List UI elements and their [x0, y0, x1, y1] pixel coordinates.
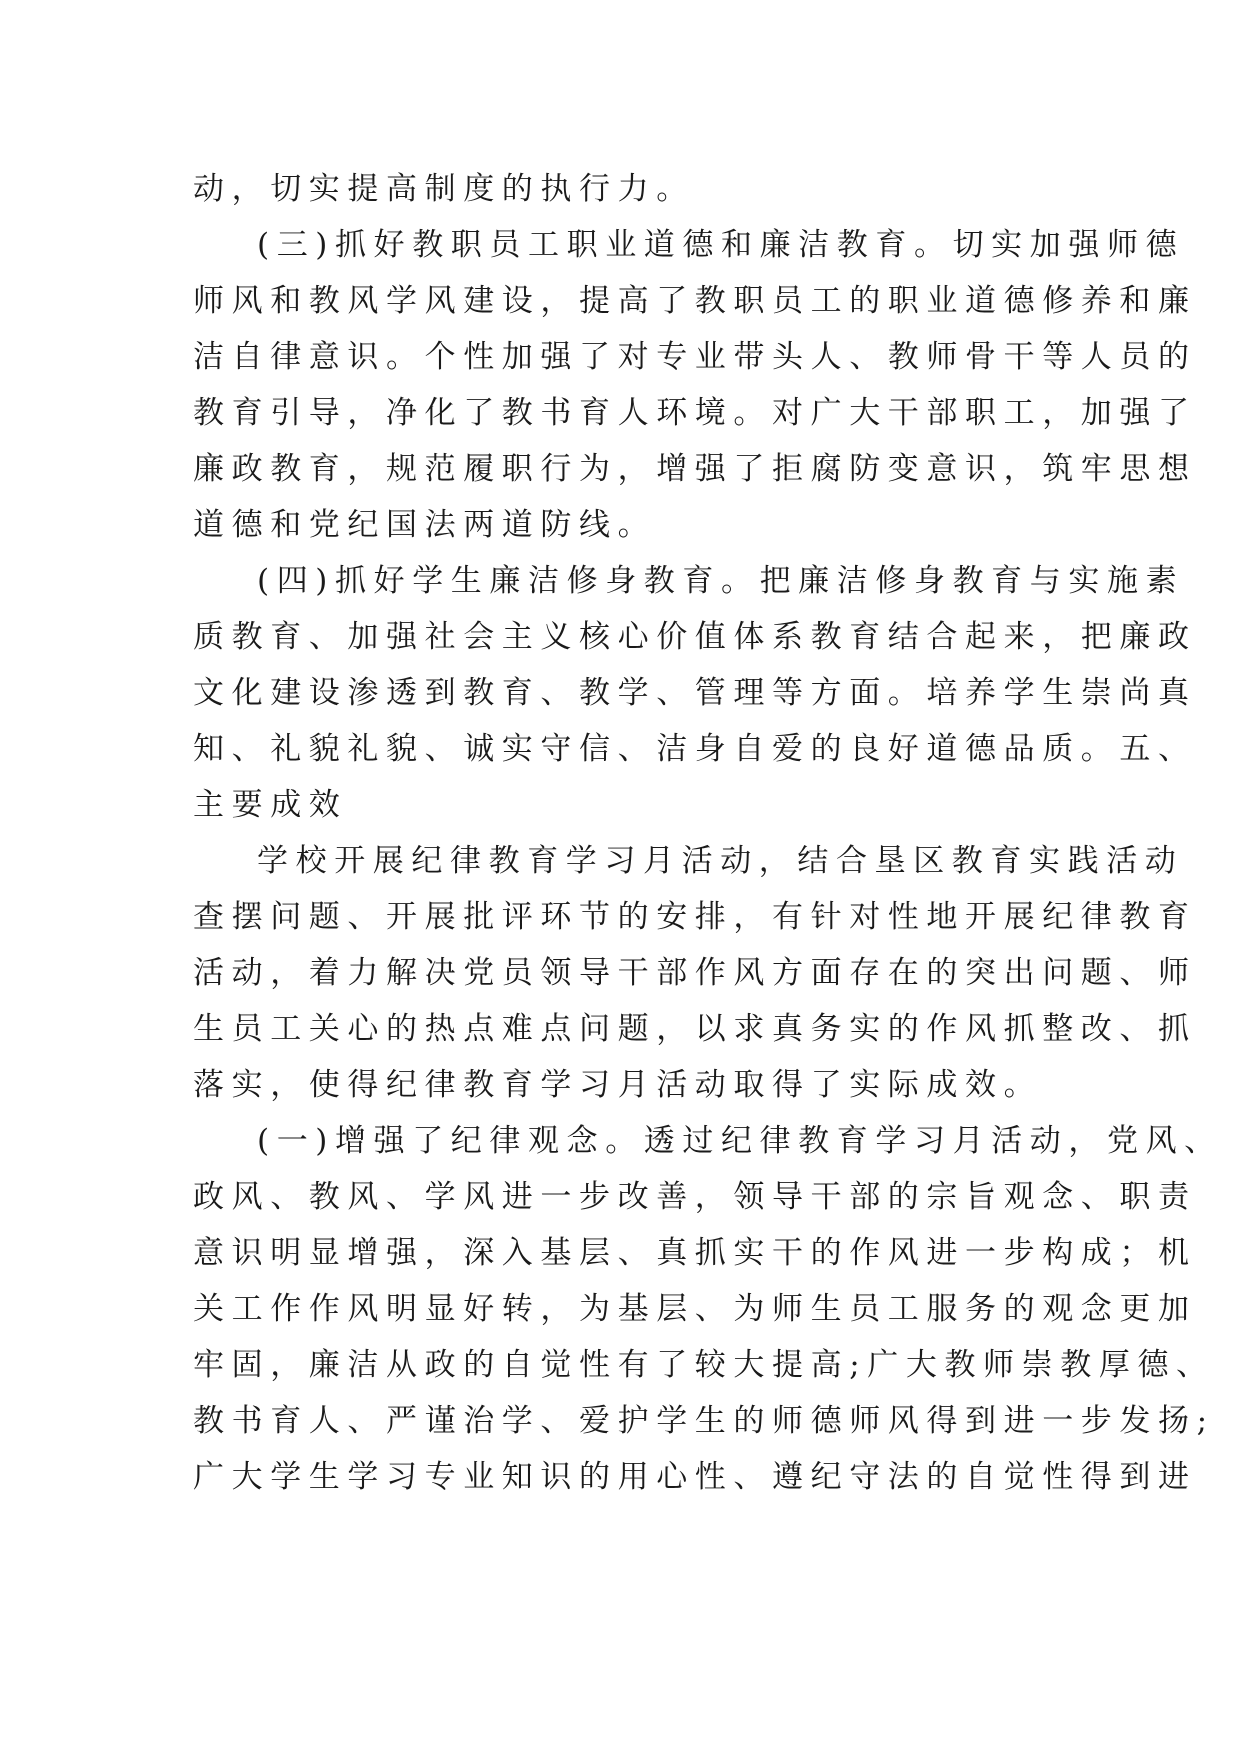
text-line: 落实，使得纪律教育学习月活动取得了实际成效。: [193, 1067, 1043, 1103]
text-line: 主要成效: [193, 787, 348, 823]
text-line: 动，切实提高制度的执行力。: [193, 171, 695, 207]
text-line: 廉政教育，规范履职行为，增强了拒腐防变意识，筑牢思想: [193, 451, 1197, 487]
paragraph-start: (四)抓好学生廉洁修身教育。把廉洁修身教育与实施素: [257, 563, 1185, 599]
paragraph-start: 学校开展纪律教育学习月活动，结合垦区教育实践活动: [257, 843, 1184, 879]
text-line: 牢固，廉洁从政的自觉性有了较大提高;广大教师崇教厚德、: [193, 1347, 1215, 1383]
text-line: 活动，着力解决党员领导干部作风方面存在的突出问题、师: [193, 955, 1197, 991]
text-line: 道德和党纪国法两道防线。: [193, 507, 657, 543]
text-line: 洁自律意识。个性加强了对专业带头人、教师骨干等人员的: [193, 339, 1197, 375]
text-line: 查摆问题、开展批评环节的安排，有针对性地开展纪律教育: [193, 899, 1197, 935]
text-line: 广大学生学习专业知识的用心性、遵纪守法的自觉性得到进: [193, 1459, 1197, 1495]
text-line: 知、礼貌礼貌、诚实守信、洁身自爱的良好道德品质。五、: [193, 731, 1197, 767]
text-line: 师风和教风学风建设，提高了教职员工的职业道德修养和廉: [193, 283, 1197, 319]
text-line: 教育引导，净化了教书育人环境。对广大干部职工，加强了: [193, 395, 1197, 431]
text-line: 质教育、加强社会主义核心价值体系教育结合起来，把廉政: [193, 619, 1197, 655]
text-line: 意识明显增强，深入基层、真抓实干的作风进一步构成；机: [193, 1235, 1197, 1271]
text-line: 生员工关心的热点难点问题，以求真务实的作风抓整改、抓: [193, 1011, 1197, 1047]
text-line: 文化建设渗透到教育、教学、管理等方面。培养学生崇尚真: [193, 675, 1197, 711]
text-line: 关工作作风明显好转，为基层、为师生员工服务的观念更加: [193, 1291, 1197, 1327]
text-line: 教书育人、严谨治学、爱护学生的师德师风得到进一步发扬;: [193, 1403, 1215, 1439]
paragraph-start: (三)抓好教职员工职业道德和廉洁教育。切实加强师德: [257, 227, 1185, 263]
paragraph-start: (一)增强了纪律观念。透过纪律教育学习月活动，党风、: [257, 1123, 1223, 1159]
text-line: 政风、教风、学风进一步改善，领导干部的宗旨观念、职责: [193, 1179, 1197, 1215]
